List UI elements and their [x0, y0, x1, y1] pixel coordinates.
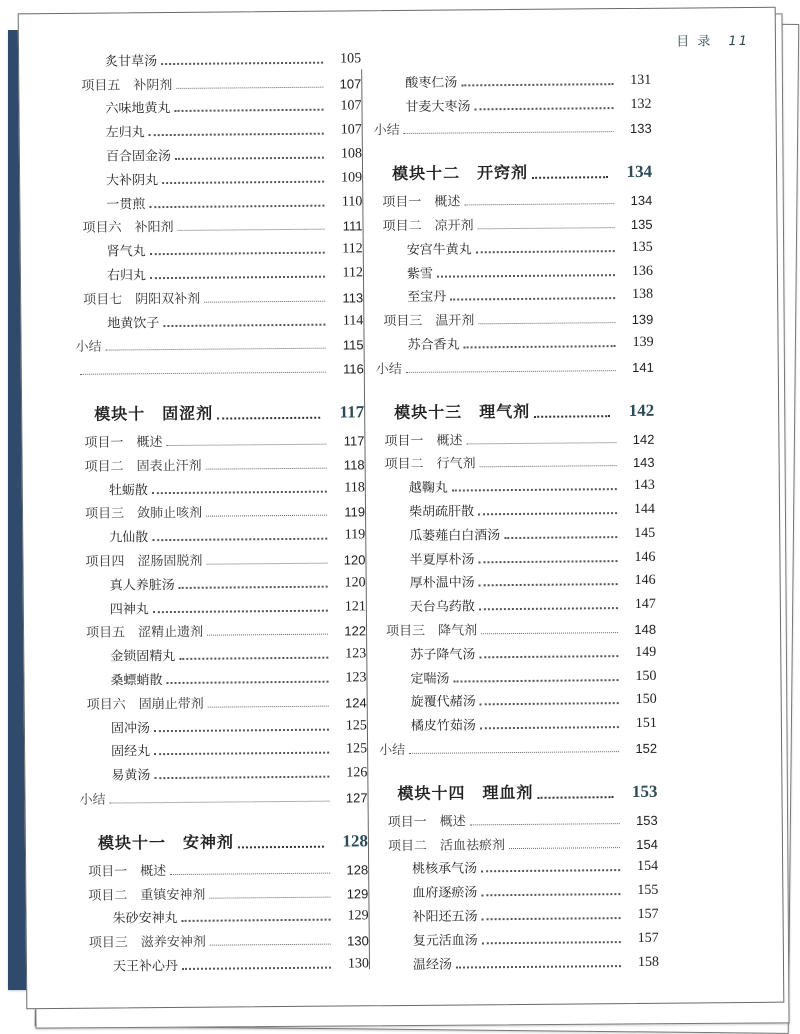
- toc-entry-label: 旋覆代赭汤: [410, 694, 476, 711]
- dot-leader: [479, 583, 618, 586]
- dot-leader: [206, 515, 327, 517]
- header-page-number: 11: [728, 33, 750, 50]
- toc-entry-page: 139: [632, 334, 654, 350]
- toc-entry-summary[interactable]: [77, 781, 367, 807]
- toc-entry-label: 项目六 补阳剂: [82, 220, 174, 237]
- toc-entry-item[interactable]: [373, 303, 653, 329]
- toc-entry-item[interactable]: [78, 853, 368, 879]
- dot-leader: [163, 323, 325, 326]
- toc-entry-formula[interactable]: [77, 710, 367, 736]
- toc-entry-formula[interactable]: [375, 494, 655, 520]
- toc-entry-formula[interactable]: [72, 139, 362, 165]
- dot-leader: [106, 348, 326, 351]
- toc-entry-label: 项目一 概述: [384, 433, 463, 449]
- toc-entry-item[interactable]: [376, 613, 656, 639]
- toc-entry-page: 132: [630, 96, 652, 112]
- toc-entry-item[interactable]: [71, 67, 361, 93]
- toc-entry-label: 苏合香丸: [407, 337, 460, 353]
- toc-entry-label: 模块十一 安神剂: [97, 832, 235, 853]
- toc-entry-label: 项目三 滋养安神剂: [88, 934, 206, 951]
- dot-leader: [470, 823, 620, 825]
- toc-entry-formula[interactable]: [75, 472, 365, 498]
- dot-leader: [534, 415, 610, 418]
- dot-leader: [149, 133, 324, 137]
- toc-entry-label: 牡蛎散: [108, 482, 148, 499]
- toc-entry-page: 133: [629, 121, 652, 137]
- toc-entry-formula[interactable]: [379, 946, 659, 972]
- toc-entry-item[interactable]: [77, 686, 367, 712]
- dot-leader: [204, 300, 325, 302]
- toc-entry-formula[interactable]: [371, 65, 651, 91]
- running-header: [676, 30, 749, 50]
- toc-entry-page: 125: [345, 717, 367, 734]
- toc-entry-summary[interactable]: [372, 112, 652, 138]
- dot-leader: [154, 776, 329, 780]
- dot-leader: [479, 655, 618, 658]
- toc-entry-label: 小结: [79, 792, 106, 808]
- toc-entry-formula[interactable]: [376, 565, 656, 591]
- toc-entry-label: 模块十三 理气剂: [394, 401, 531, 422]
- dot-leader: [149, 204, 324, 208]
- dot-leader: [179, 657, 328, 660]
- toc-entry-page: 154: [637, 859, 659, 875]
- toc-entry-page: 146: [634, 573, 656, 589]
- toc-entry-label: 天台乌药散: [409, 599, 475, 616]
- toc-entry-label: 小结: [373, 123, 400, 139]
- toc-entry-label: 固经丸: [111, 744, 151, 760]
- toc-entry-item[interactable]: [75, 543, 365, 569]
- dot-leader: [152, 538, 327, 542]
- toc-entry-page: 119: [344, 504, 366, 520]
- toc-entry-page: 127: [345, 790, 368, 806]
- toc-entry-label: 安宫牛黄丸: [406, 242, 472, 258]
- toc-entry-formula[interactable]: [373, 279, 653, 305]
- toc-entry-formula[interactable]: [72, 186, 362, 212]
- dot-leader: [175, 157, 324, 160]
- toc-entry-label: 小结: [379, 742, 406, 759]
- toc-entry-formula[interactable]: [73, 305, 363, 331]
- toc-entry-formula[interactable]: [376, 589, 656, 615]
- dot-leader: [162, 180, 324, 183]
- toc-entry-page: 153: [631, 781, 658, 801]
- toc-entry-label: 项目一 概述: [382, 194, 461, 211]
- toc-entry-formula[interactable]: [77, 734, 367, 760]
- toc-entry-page: 107: [339, 75, 362, 92]
- toc-entry-item[interactable]: [74, 448, 364, 474]
- toc-entry-formula[interactable]: [376, 637, 656, 663]
- dot-leader: [504, 536, 617, 539]
- toc-entry-page: 151: [635, 715, 657, 732]
- toc-entry-page: 142: [628, 400, 655, 420]
- toc-entry-page: 117: [339, 402, 365, 422]
- toc-entry-label: 项目五 涩精止遗剂: [86, 625, 204, 642]
- toc-entry-page: 157: [637, 906, 659, 922]
- toc-entry-formula[interactable]: [378, 899, 658, 925]
- dot-leader: [481, 869, 620, 872]
- toc-entry-module[interactable]: [374, 387, 654, 423]
- dot-leader: [481, 893, 620, 896]
- toc-entry-label: 六味地黄丸: [105, 101, 171, 117]
- toc-entry-label: 地黄饮子: [107, 315, 160, 332]
- toc-entry-label: 模块十四 理血剂: [397, 782, 534, 803]
- toc-entry-formula[interactable]: [76, 639, 366, 665]
- toc-entry-page: 147: [634, 596, 656, 613]
- toc-entry-page: 114: [342, 312, 364, 329]
- toc-entry-page: 149: [635, 644, 657, 660]
- toc-entry-page: 150: [635, 692, 657, 708]
- dot-leader: [206, 563, 327, 565]
- dot-leader: [452, 488, 617, 491]
- toc-entry-item[interactable]: [79, 925, 369, 951]
- toc-entry-label: 项目二 活血祛瘀剂: [387, 837, 506, 854]
- dot-leader: [509, 847, 620, 849]
- toc-entry-page: 139: [631, 311, 654, 328]
- toc-entry-page: 121: [344, 598, 366, 615]
- toc-entry-item[interactable]: [372, 184, 652, 210]
- toc-entry-page: 138: [632, 287, 654, 303]
- toc-entry-page: 143: [632, 455, 655, 471]
- toc-entry-label: 项目四 涩肠固脱剂: [85, 553, 203, 570]
- toc-entry-label: 项目二 行气剂: [384, 456, 476, 473]
- toc-entry-formula[interactable]: [72, 162, 362, 188]
- toc-entry-label: 项目六 固崩止带剂: [86, 696, 204, 713]
- dot-leader: [478, 560, 617, 563]
- toc-entry-formula[interactable]: [375, 470, 655, 496]
- toc-entry-label: 定喘汤: [410, 671, 450, 687]
- toc-entry-formula[interactable]: [375, 518, 655, 544]
- dot-leader: [478, 512, 617, 515]
- toc-entry-page: 119: [344, 527, 366, 543]
- toc-entry-label: 模块十 固涩剂: [94, 403, 214, 424]
- dot-leader: [481, 632, 618, 634]
- toc-left-column: [71, 43, 369, 974]
- toc-page: [18, 7, 785, 1010]
- toc-entry-item[interactable]: [372, 208, 652, 234]
- toc-entry-item[interactable]: [374, 423, 654, 449]
- toc-entry-page: 158: [637, 954, 660, 970]
- toc-entry-page: 135: [631, 239, 653, 255]
- toc-entry-page: 130: [347, 956, 370, 972]
- toc-entry-page: 120: [343, 552, 366, 568]
- dot-leader: [209, 896, 330, 898]
- toc-entry-label: 项目二 重镇安神剂: [88, 887, 206, 904]
- header-title: 目 录: [676, 34, 713, 50]
- toc-entry-label: 项目七 阴阳双补剂: [83, 291, 201, 308]
- toc-entry-label: 百合固金汤: [105, 148, 172, 165]
- toc-entry-page: 141: [632, 359, 654, 375]
- dot-leader: [154, 728, 329, 732]
- dot-leader: [182, 919, 331, 922]
- toc-entry-label: 肾气丸: [106, 244, 146, 260]
- toc-entry-page: 122: [344, 623, 367, 639]
- toc-entry-page: 112: [342, 241, 363, 257]
- toc-entry-summary[interactable]: [74, 353, 364, 379]
- toc-entry-label: 项目三 敛肺止咳剂: [84, 506, 203, 523]
- toc-entry-formula[interactable]: [379, 923, 659, 949]
- dot-leader: [461, 83, 613, 86]
- toc-entry-page: 130: [347, 933, 369, 949]
- toc-entry-item[interactable]: [75, 496, 365, 522]
- toc-entry-page: 110: [341, 193, 363, 210]
- toc-entry-label: 项目一 概述: [84, 435, 163, 451]
- toc-entry-item[interactable]: [374, 446, 654, 472]
- toc-entry-label: 厚朴温中汤: [409, 575, 475, 592]
- dot-leader: [238, 846, 324, 849]
- toc-entry-formula[interactable]: [77, 758, 367, 784]
- toc-entry-formula[interactable]: [71, 91, 361, 117]
- toc-entry-label: 紫雪: [406, 266, 434, 282]
- toc-entry-formula[interactable]: [75, 520, 365, 546]
- toc-entry-label: 易黄汤: [111, 768, 151, 784]
- toc-entry-label: 左归丸: [105, 125, 145, 141]
- toc-entry-label: 至宝丹: [407, 289, 447, 306]
- toc-entry-formula[interactable]: [73, 234, 363, 260]
- dot-leader: [476, 250, 615, 253]
- toc-entry-label: 血府逐瘀汤: [412, 885, 478, 902]
- dot-leader: [479, 607, 618, 610]
- toc-entry-page: 157: [637, 930, 659, 946]
- toc-entry-page: 154: [636, 836, 659, 852]
- toc-entry-formula[interactable]: [371, 89, 651, 115]
- dot-leader: [153, 609, 328, 613]
- dot-leader: [478, 322, 615, 324]
- dot-leader: [482, 941, 621, 944]
- toc-entry-page: 150: [635, 668, 657, 684]
- dot-leader: [409, 751, 619, 754]
- toc-entry-label: 模块十二 开窍剂: [392, 163, 529, 184]
- toc-entry-page: 126: [346, 765, 368, 781]
- toc-entry-item[interactable]: [78, 877, 368, 903]
- dot-leader: [182, 967, 331, 970]
- toc-entry-formula[interactable]: [378, 851, 658, 877]
- dot-leader: [206, 467, 327, 469]
- toc-entry-page: 125: [346, 741, 368, 757]
- toc-entry-item[interactable]: [72, 210, 362, 236]
- dot-leader: [437, 274, 615, 278]
- toc-entry-label: 项目一 概述: [387, 814, 466, 830]
- toc-entry-summary[interactable]: [377, 732, 657, 758]
- toc-entry-page: 129: [347, 908, 369, 924]
- dot-leader: [207, 634, 328, 636]
- toc-entry-page: 120: [344, 575, 366, 591]
- dot-leader: [464, 345, 616, 348]
- toc-entry-formula[interactable]: [72, 115, 362, 141]
- toc-entry-label: 甘麦大枣汤: [405, 98, 471, 115]
- toc-entry-formula[interactable]: [373, 232, 653, 258]
- toc-entry-label: 橘皮竹茹汤: [410, 718, 476, 735]
- toc-entry-page: 123: [345, 670, 367, 686]
- dot-leader: [466, 442, 616, 444]
- toc-entry-label: 项目三 温开剂: [383, 313, 475, 330]
- toc-entry-page: 117: [343, 433, 365, 449]
- toc-entry-page: 107: [340, 122, 362, 138]
- toc-entry-label: 瓜蒌薤白白酒汤: [409, 527, 501, 544]
- toc-entry-page: 118: [343, 457, 365, 473]
- toc-entry-module[interactable]: [74, 388, 364, 425]
- toc-entry-label: 右归丸: [106, 268, 147, 284]
- toc-entry-label: 大补阴丸: [106, 172, 159, 189]
- toc-entry-label: 苏子降气汤: [410, 647, 476, 663]
- toc-entry-page: 116: [342, 361, 364, 377]
- toc-entry-item[interactable]: [76, 615, 366, 641]
- toc-entry-page: 153: [635, 812, 658, 828]
- toc-entry-page: 134: [626, 162, 653, 182]
- toc-entry-label: 四神丸: [109, 601, 149, 618]
- dot-leader: [170, 872, 330, 874]
- dot-leader: [456, 965, 621, 968]
- toc-entry-page: 111: [342, 218, 363, 234]
- toc-entry-label: 九仙散: [109, 530, 149, 546]
- dot-leader: [166, 444, 326, 446]
- toc-entry-formula[interactable]: [377, 708, 657, 734]
- toc-entry-formula[interactable]: [375, 542, 655, 568]
- toc-entry-label: 补阳还五汤: [412, 909, 478, 925]
- toc-entry-page: 105: [340, 51, 362, 67]
- toc-entry-page: 155: [637, 882, 659, 899]
- toc-entry-label: 项目二 固表止汗剂: [84, 458, 202, 475]
- toc-entry-formula[interactable]: [373, 327, 653, 353]
- toc-entry-formula[interactable]: [76, 591, 366, 617]
- toc-entry-formula[interactable]: [378, 875, 658, 901]
- dot-leader: [161, 61, 323, 64]
- dot-leader: [208, 705, 329, 707]
- toc-entry-module[interactable]: [78, 817, 368, 854]
- toc-entry-item[interactable]: [378, 827, 658, 853]
- toc-entry-label: 小结: [375, 361, 402, 377]
- toc-entry-page: 118: [344, 479, 365, 496]
- toc-entry-label: 越鞠丸: [408, 480, 448, 497]
- toc-entry-page: 135: [630, 216, 653, 232]
- dot-leader: [152, 490, 327, 494]
- toc-entry-label: 温经汤: [412, 957, 453, 973]
- dot-leader: [480, 726, 619, 729]
- toc-entry-page: 145: [634, 525, 656, 541]
- toc-entry-label: 桃核承气汤: [412, 861, 478, 878]
- toc-entry-label: 小结: [75, 339, 102, 356]
- toc-entry-page: 123: [345, 646, 367, 662]
- toc-entry-formula[interactable]: [376, 661, 656, 687]
- dot-leader: [167, 681, 329, 684]
- toc-entry-page: 136: [631, 263, 654, 279]
- toc-entry-formula[interactable]: [71, 43, 361, 69]
- dot-leader: [475, 107, 614, 110]
- toc-entry-label: 项目三 降气剂: [386, 623, 478, 640]
- toc-entry-page: 143: [633, 477, 655, 494]
- dot-leader: [150, 252, 325, 256]
- toc-entry-formula[interactable]: [76, 662, 366, 688]
- toc-entry-label: 真人养脏汤: [109, 577, 175, 594]
- toc-entry-label: 半夏厚朴汤: [409, 551, 475, 568]
- toc-entry-label: 朱砂安神丸: [112, 911, 178, 927]
- toc-entry-summary[interactable]: [374, 351, 654, 377]
- toc-entry-formula[interactable]: [73, 257, 363, 283]
- toc-entry-label: 复元活血汤: [412, 933, 478, 949]
- toc-entry-page: 107: [340, 98, 362, 114]
- toc-entry-page: 108: [340, 146, 362, 162]
- toc-right-column: [371, 65, 659, 973]
- dot-leader: [110, 801, 330, 804]
- dot-leader: [150, 276, 325, 280]
- dot-leader: [175, 109, 324, 112]
- toc-entry-module[interactable]: [377, 768, 657, 804]
- toc-entry-formula[interactable]: [76, 567, 366, 593]
- dot-leader: [176, 86, 323, 88]
- toc-entry-label: 金锁固精丸: [110, 649, 176, 665]
- toc-entry-page: 128: [346, 862, 369, 878]
- toc-entry-label: 酸枣仁汤: [405, 75, 458, 91]
- toc-entry-page: 128: [342, 831, 368, 851]
- dot-leader: [80, 372, 326, 375]
- toc-entry-page: 152: [635, 740, 658, 756]
- dot-leader: [154, 752, 329, 756]
- toc-entry-label: 柴胡疏肝散: [408, 504, 475, 520]
- dot-leader: [454, 679, 619, 682]
- toc-entry-item[interactable]: [378, 804, 658, 830]
- dot-leader: [406, 370, 616, 373]
- toc-entry-page: 146: [634, 549, 656, 565]
- toc-entry-page: 115: [342, 337, 364, 353]
- toc-entry-label: 固冲汤: [110, 720, 150, 737]
- toc-entry-module[interactable]: [372, 148, 652, 184]
- toc-entry-item[interactable]: [74, 424, 364, 450]
- toc-entry-page: 131: [630, 72, 652, 88]
- dot-leader: [178, 229, 325, 231]
- dot-leader: [480, 702, 619, 705]
- toc-entry-page: 144: [633, 501, 656, 517]
- toc-entry-label: 项目二 凉开剂: [382, 218, 474, 235]
- dot-leader: [482, 917, 621, 920]
- toc-entry-page: 112: [342, 265, 364, 281]
- toc-entry-label: 桑螵蛸散: [110, 673, 163, 689]
- toc-entry-label: 天王补心丹: [112, 958, 179, 975]
- toc-entry-page: 134: [630, 192, 653, 209]
- toc-entry-label: 炙甘草汤: [105, 53, 158, 70]
- toc-entry-page: 129: [346, 885, 369, 901]
- toc-entry-formula[interactable]: [78, 901, 368, 927]
- toc-entry-label: 一贯煎: [106, 196, 146, 213]
- toc-entry-summary[interactable]: [73, 329, 363, 355]
- toc-entry-page: 148: [634, 621, 657, 637]
- toc-entry-page: 142: [632, 431, 655, 447]
- dot-leader: [404, 132, 614, 135]
- toc-entry-item[interactable]: [73, 281, 363, 307]
- dot-leader: [478, 227, 615, 229]
- toc-entry-formula[interactable]: [377, 684, 657, 710]
- toc-entry-label: 项目一 概述: [88, 863, 167, 880]
- dot-leader: [480, 465, 617, 467]
- toc-entry-page: 113: [342, 290, 364, 306]
- toc-entry-formula[interactable]: [373, 256, 653, 282]
- dot-leader: [179, 585, 328, 588]
- dot-leader: [450, 297, 615, 300]
- dot-leader: [217, 417, 320, 420]
- dot-leader: [538, 796, 614, 799]
- toc-entry-page: 124: [344, 695, 367, 711]
- toc-entry-formula[interactable]: [79, 948, 369, 974]
- dot-leader: [464, 203, 614, 205]
- toc-entry-label: 项目五 补阴剂: [81, 77, 173, 94]
- dot-leader: [210, 944, 331, 946]
- toc-entry-page: 109: [341, 170, 363, 186]
- dot-leader: [532, 177, 608, 180]
